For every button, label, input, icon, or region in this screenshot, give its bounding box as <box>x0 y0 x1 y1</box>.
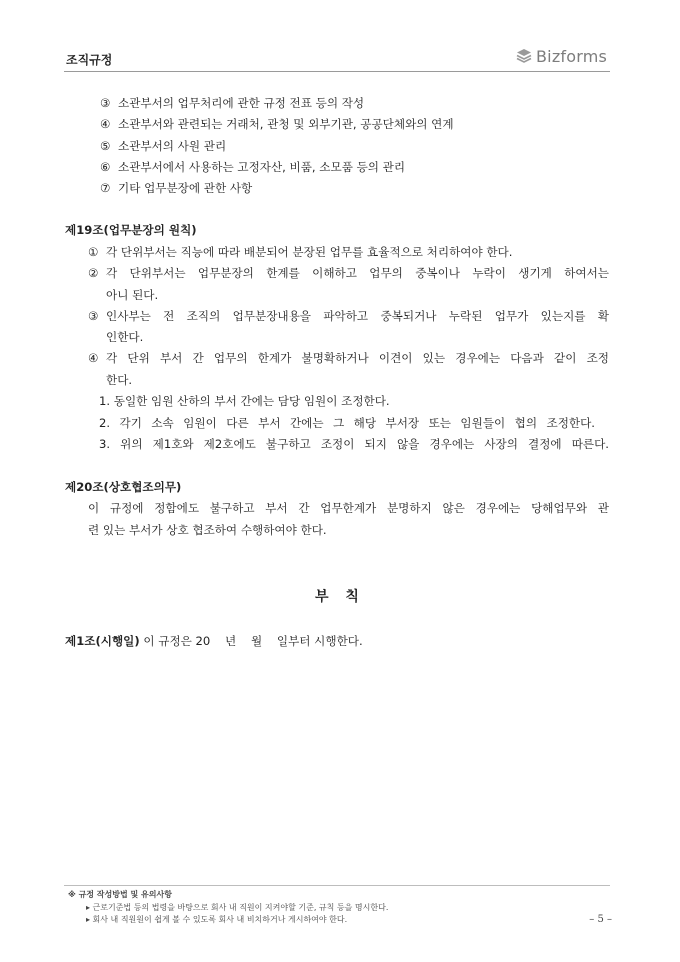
article-19-paragraph-2-num: ② <box>88 266 99 280</box>
article-19-paragraph-1: ① 각 단위부서는 직능에 따라 배분되어 분장된 업무를 효율적으로 처리하여야 한다. <box>88 245 513 259</box>
page-number: – 5 – <box>589 914 612 925</box>
footnote-heading: ※ 규정 작성방법 및 유의사항 <box>68 890 172 899</box>
header-divider <box>64 71 610 72</box>
article-19-paragraph-4-line-1: 각 단위 부서 간 업무의 한계가 불명확하거나 이견이 있는 경우에는 다음과 같이 조정 <box>106 351 609 365</box>
footnote-item: ▸ 회사 내 직원원이 쉽게 볼 수 있도록 회사 내 비치하거나 게시하여야 한다. <box>86 915 348 924</box>
list-item: ⑦ 기타 업무분장에 관한 사항 <box>100 181 253 195</box>
article-19-paragraph-2-line-1: 각 단위부서는 업무분장의 한계를 이해하고 업무의 중복이나 누락이 생기게 하여서는 <box>106 266 609 280</box>
list-item: ⑤ 소관부서의 사원 관리 <box>100 139 227 153</box>
footnote-item: ▸ 근로기준법 등의 법령을 바탕으로 회사 내 직원이 지켜야할 기준, 규칙 등을 명시한다. <box>86 903 389 912</box>
document-title: 조직규정 <box>66 53 113 67</box>
article-19-paragraph-4-num: ④ <box>88 351 99 365</box>
article-19-paragraph-3-num: ③ <box>88 309 99 323</box>
list-item: ⑥ 소관부서에서 사용하는 고정자산, 비품, 소모품 등의 관리 <box>100 160 406 174</box>
article-19-paragraph-3-line-2: 인한다. <box>106 330 144 344</box>
list-item: ④ 소관부서와 관련되는 거래처, 관청 및 외부기관, 공공단체와의 연계 <box>100 117 454 131</box>
stacked-layers-icon <box>515 47 533 65</box>
appendix-article-1-text: 이 규정은 20 년 월 일부터 시행한다. <box>139 634 363 648</box>
article-20-line-2: 련 있는 부서가 상호 협조하여 수행하여야 한다. <box>88 523 327 537</box>
sub-item: 2. 각기 소속 임원이 다른 부서 간에는 그 해당 부서장 또는 임원들이 협의 조정한다. <box>99 416 595 430</box>
article-19-paragraph-3-line-1: 인사부는 전 조직의 업무분장내용을 파악하고 중복되거나 누락된 업무가 있는지를 확 <box>106 309 609 323</box>
appendix-article-1-title: 제1조(시행일) <box>65 634 140 648</box>
sub-item: 3. 위의 제1호와 제2호에도 불구하고 조정이 되지 않을 경우에는 사장의 결정에 따른다. <box>99 437 609 451</box>
article-19-paragraph-2-line-2: 아니 된다. <box>106 288 159 302</box>
article-19-title: 제19조(업무분장의 원칙) <box>65 223 197 237</box>
article-19-paragraph-4-line-2: 한다. <box>106 373 133 387</box>
footer-divider <box>64 885 610 886</box>
bizforms-logo <box>515 45 607 67</box>
logo-text: Bizforms <box>536 46 608 66</box>
list-item: ③ 소관부서의 업무처리에 관한 규정 전표 등의 작성 <box>100 96 365 110</box>
article-20-title: 제20조(상호협조의무) <box>65 480 182 494</box>
article-20-line-1: 이 규정에 정함에도 불구하고 부서 간 업무한계가 분명하지 않은 경우에는 당해업무와 관 <box>88 501 609 515</box>
appendix-article-1 <box>65 633 363 649</box>
sub-item: 1. 동일한 임원 산하의 부서 간에는 담당 임원이 조정한다. <box>99 394 390 408</box>
appendix-heading: 부 칙 <box>315 589 365 605</box>
